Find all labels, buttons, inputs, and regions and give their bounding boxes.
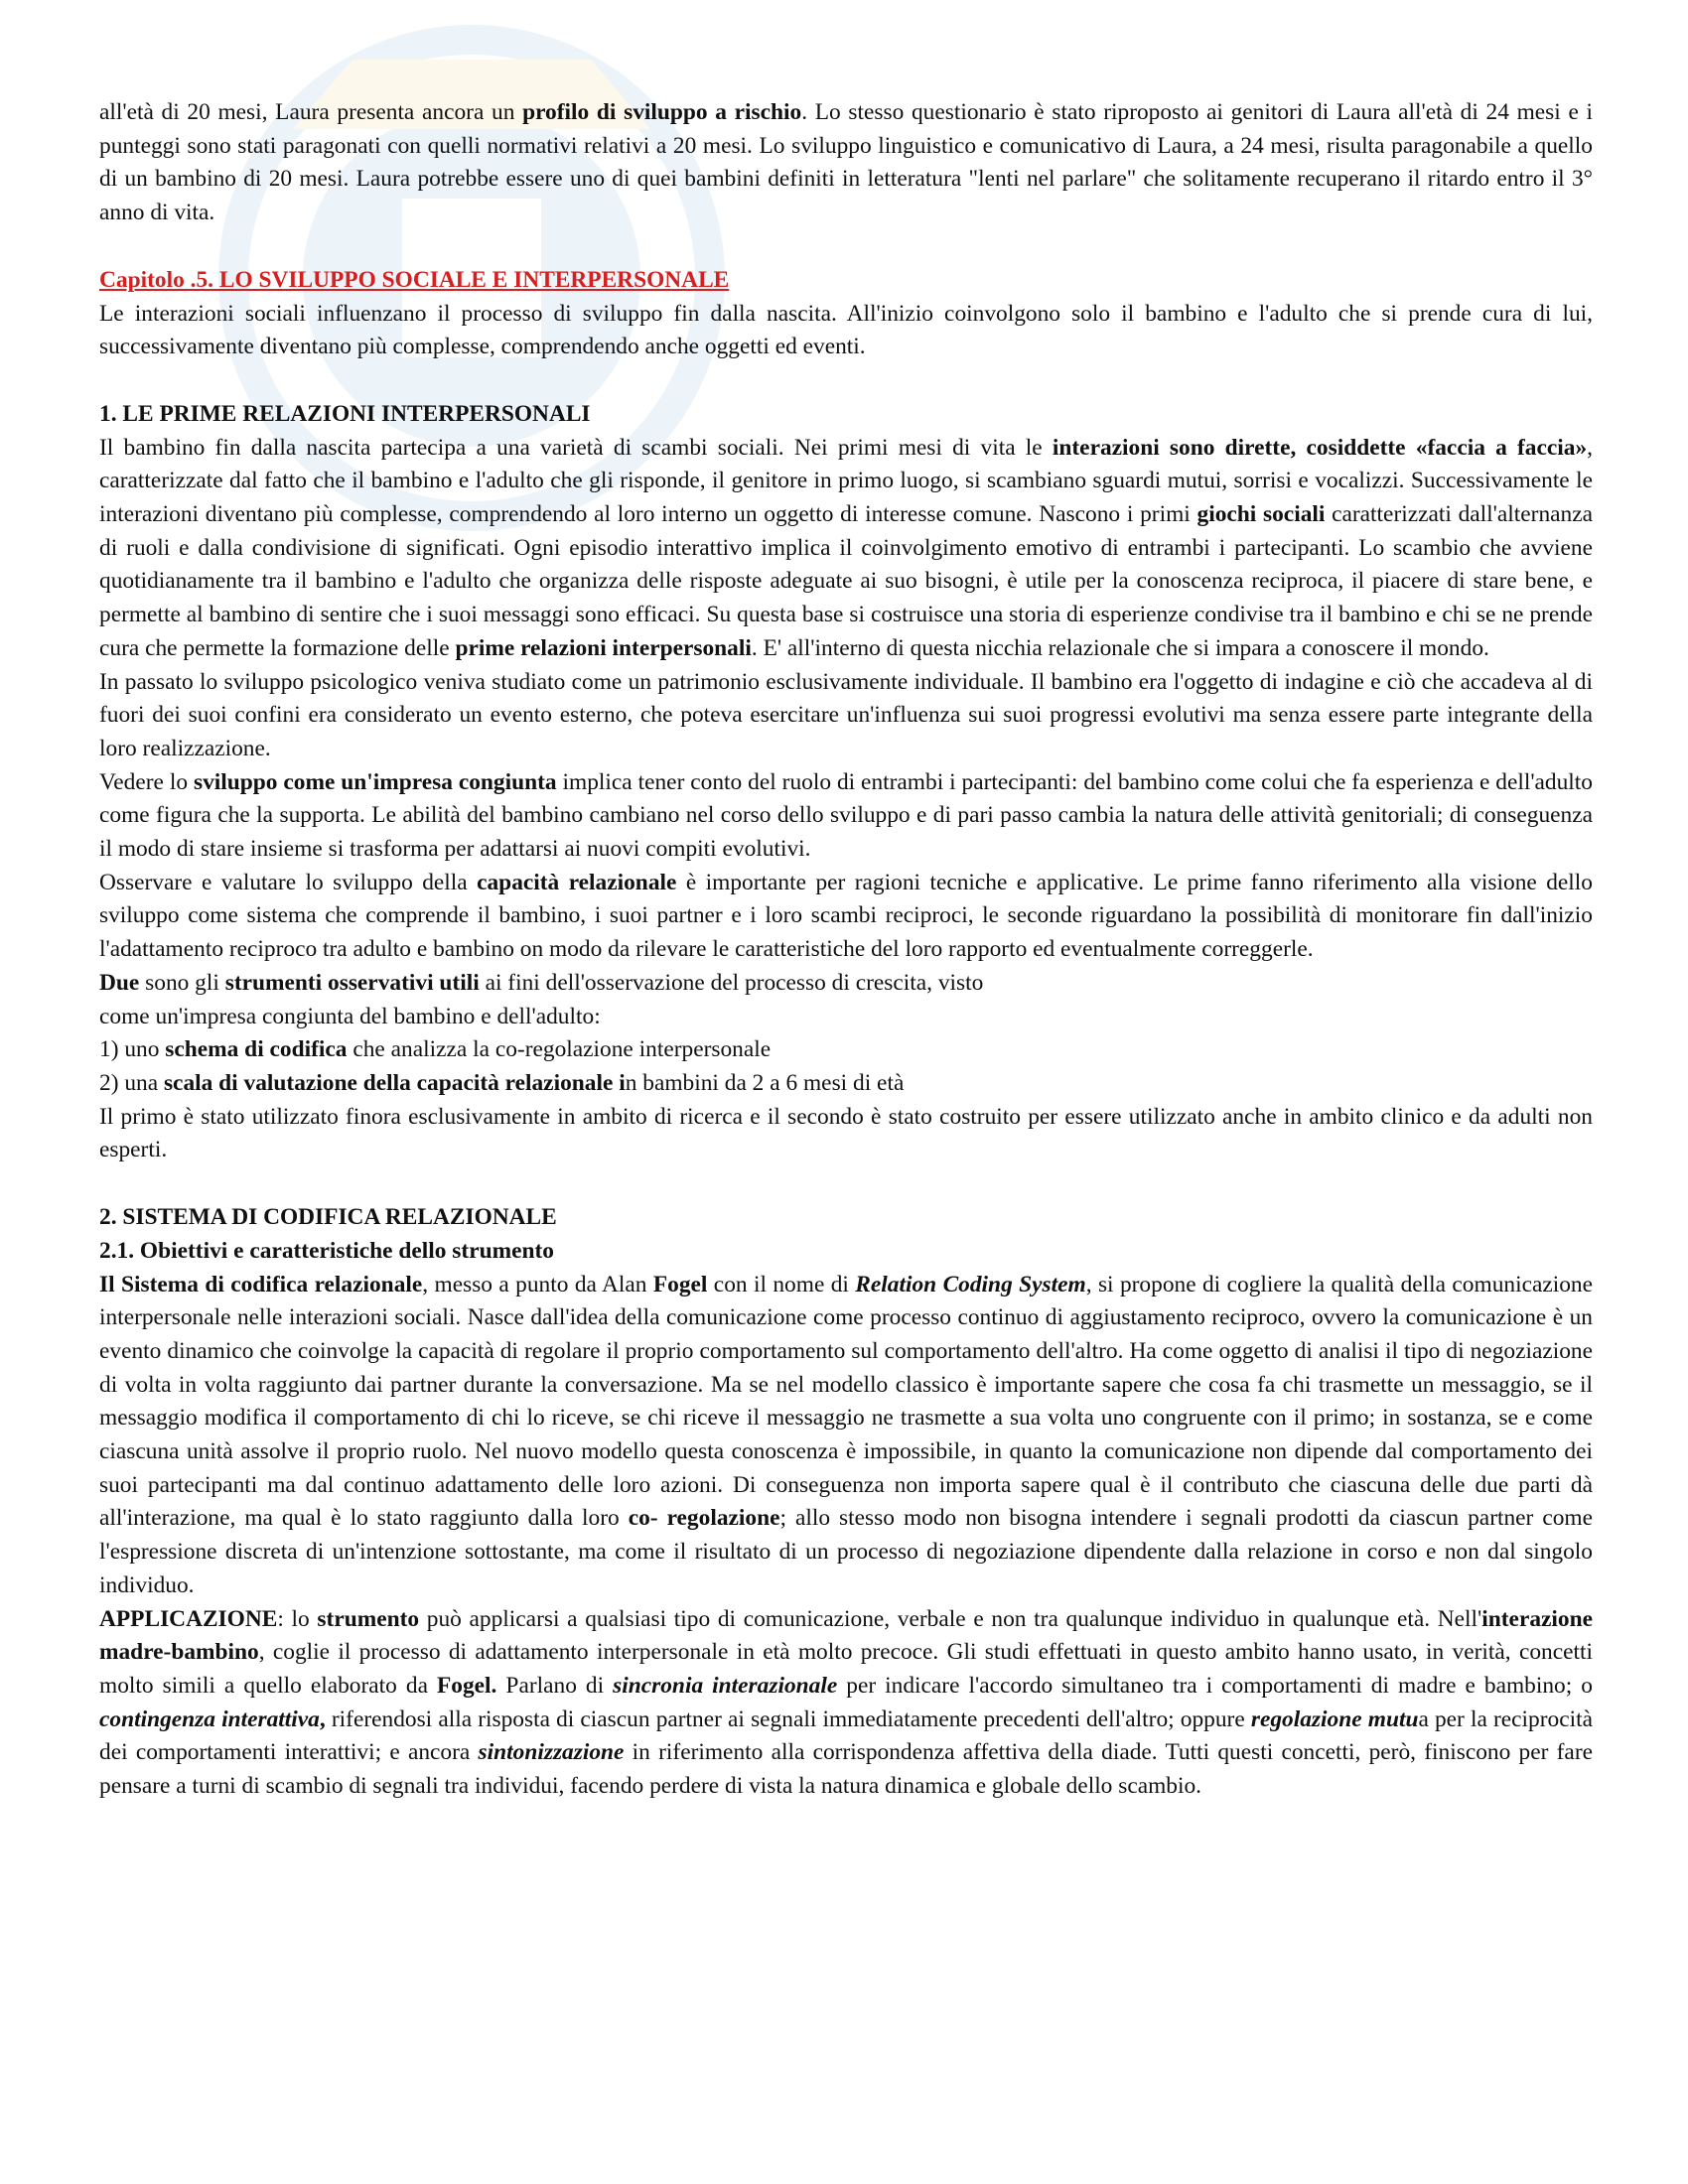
section-1-paragraph-5: Due sono gli strumenti osservativi utili ai fini dell'osservazione del processo di crescita, visto come un'impresa congiunta del bambino e dell'adulto: [99,969,984,1029]
paragraph-laura: all'età di 20 mesi, Laura presenta ancora un profilo di sviluppo a rischio. Lo stesso questionario è stato riproposto ai genitori di Laura all'età di 24 mesi e i punteggi sono stati paragonati con quelli normativi relativi a 20 mesi. Lo sviluppo linguistico e comunicativo di Laura, a 24 mesi, risulta paragonabile a quello di un bambino di 20 mesi. Laura potrebbe essere uno di quei bambini definiti in letteratura "lenti nel parlare" che solitamente recuperano il ritardo entro il 3° anno di vita. [99,99,1594,226]
section-1-paragraph-4: Osservare e valutare lo sviluppo della capacità relazionale è importante per ragioni tecniche e applicative. Le prime fanno riferimento alla visione dello sviluppo come sistema che comprende il bambino, i suoi partner e i loro scambi reciproci, le seconde riguardano la possibilità di monitorare fin dall'inizio l'adattamento reciproco tra adulto e bambino on modo da rilevare le caratteristiche del loro rapporto ed eventualmente correggerle. [99,869,1593,963]
section-2-paragraph-2: APPLICAZIONE: lo strumento può applicarsi a qualsiasi tipo di comunicazione, verbale e non tra qualunque individuo in qualunque età. Nell'interazione madre-bambino, coglie il processo di adattamento interpersonale in età molto precoce. Gli studi effettuati in questo ambito hanno usato, in verità, concetti molto simili a quello elaborato da Fogel. Parlano di sincronia interazionale per indicare l'accordo simultaneo tra i comportamenti di madre e bambino; o contingenza interattiva, riferendosi alla risposta di ciascun partner ai segnali immediatamente precedenti dell'altro; oppure regolazione mutua per la reciprocità dei comportamenti interattivi; e ancora sintonizzazione in riferimento alla corrispondenza affettiva della diade. Tutti questi concetti, però, finiscono per fare pensare a turni di scambio di segnali tra individui, facendo perdere di vista la natura dinamica e globale dello scambio. [99,1605,1593,1800]
chapter-title: Capitolo .5. LO SVILUPPO SOCIALE E INTERPERSONALE [99,266,730,293]
list-item: 2) una scala di valutazione della capacità relazionale in bambini da 2 a 6 mesi di età [99,1069,905,1096]
section-2-heading: 2. SISTEMA DI CODIFICA RELAZIONALE [99,1204,557,1231]
section-1-paragraph-6: Il primo è stato utilizzato finora esclusivamente in ambito di ricerca e il secondo è stato costruito per essere utilizzato anche in ambito clinico e da adulti non esperti. [99,1103,1593,1163]
section-1-paragraph-3: Vedere lo sviluppo come un'impresa congiunta implica tener conto del ruolo di entrambi i partecipanti: del bambino come colui che fa esperienza e dell'adulto come figura che la supporta. Le abilità del bambino cambiano nel corso dello sviluppo e di pari passo cambia la natura delle attività genitoriali; di conseguenza il modo di stare insieme si trasforma per adattarsi ai nuovi compiti evolutivi. [99,768,1594,863]
list-item: 1) uno schema di codifica che analizza la co-regolazione interpersonale [99,1036,772,1063]
section-1-paragraph-2: In passato lo sviluppo psicologico veniva studiato come un patrimonio esclusivamente individuale. Il bambino era l'oggetto di indagine e ciò che accadeva al di fuori dei suoi confini era considerato un evento esterno, che poteva esercitare un'influenza sui suoi progressi evolutivi ma senza essere parte integrante della loro realizzazione. [99,668,1593,761]
section-2-paragraph-1: Il Sistema di codifica relazionale, messo a punto da Alan Fogel con il nome di Relation Coding System, si propone di cogliere la qualità della comunicazione interpersonale nelle interazioni sociali. Nasce dall'idea della comunicazione come processo continuo di aggiustamento reciproco, ovvero la comunicazione è un evento dinamico che coinvolge la capacità di regolare il proprio comportamento sul comportamento dell'altro. Ha come oggetto di analisi il tipo di negoziazione di volta in volta raggiunto dai partner durante la conversazione. Ma se nel modello classico è importante sapere che cosa fa chi trasmette un messaggio, se il messaggio modifica il comportamento di chi lo riceve, se chi riceve il messaggio ne trasmette a sua volta uno congruente con il primo; in sostanza, se e come ciascuna unità assolve il proprio ruolo. Nel nuovo modello questa conoscenza è impossibile, in quanto la comunicazione non dipende dal comportamento dei suoi partecipanti ma dal continuo adattamento delle loro azioni. Di conseguenza non importa sapere qual è il contributo che ciascuna delle due parti dà all'interazione, ma qual è lo stato raggiunto dalla loro co- regolazione; allo stesso modo non bisogna intendere i segnali prodotti da ciascun partner come l'espressione discreta di un'intenzione sottostante, ma come il risultato di un processo di negoziazione dipendente dalla relazione in corso e non dal singolo individuo. [99,1271,1594,1598]
section-2-1-heading: 2.1. Obiettivi e caratteristiche dello strumento [99,1237,554,1264]
section-1-paragraph-1: Il bambino fin dalla nascita partecipa a una varietà di scambi sociali. Nei primi mesi di vita le interazioni sono dirette, cosiddette «faccia a faccia», caratterizzate dal fatto che il bambino e l'adulto che gli risponde, il genitore in primo luogo, si scambiano sguardi mutui, sorrisi e vocalizzi. Successivamente le interazioni diventano più complesse, comprendendo al loro interno un oggetto di interesse comune. Nascono i primi giochi sociali caratterizzati dall'alternanza di ruoli e dalla condivisione di significati. Ogni episodio interattivo implica il coinvolgimento emotivo di entrambi i partecipanti. Lo scambio che avviene quotidianamente tra il bambino e l'adulto che organizza delle risposte adeguate ai suo bisogni, è utile per la conoscenza reciproca, il piacere di stare bene, e permette al bambino di sentire che i suoi messaggi sono efficaci. Su questa base si costruisce una storia di esperienze condivise tra il bambino e chi se ne prende cura che permette la formazione delle prime relazioni interpersonali. E' all'interno di questa nicchia relazionale che si impara a conoscere il mondo. [99,434,1594,661]
document-page [99,96,1593,1804]
section-1-heading: 1. LE PRIME RELAZIONI INTERPERSONALI [99,400,591,427]
chapter-intro: Le interazioni sociali influenzano il processo di sviluppo fin dalla nascita. All'inizio coinvolgono solo il bambino e l'adulto che si prende cura di lui, successivamente diventano più complesse, comprendendo anche oggetti ed eventi. [99,300,1593,360]
